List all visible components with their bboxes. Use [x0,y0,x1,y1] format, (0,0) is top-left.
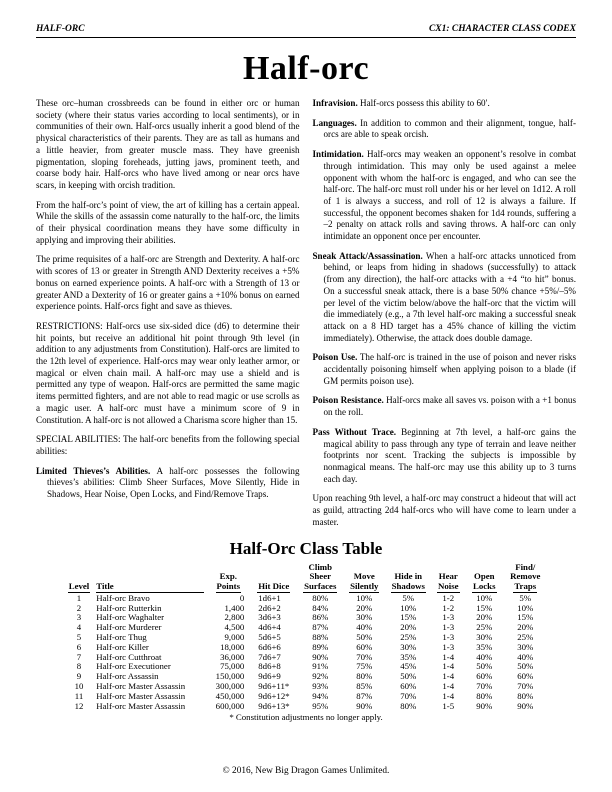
table-cell: Half-orc Cutthroat [96,651,162,662]
table-cell: 9d6+12* [258,690,290,701]
table-cell: 35% [476,641,493,652]
table-cell: 3 [76,612,82,623]
table-cell: 8 [76,661,82,672]
class-table-header-row [65,563,548,594]
body-paragraph: These orc–human crossbreeds can be found in either orc or human society (where their status varies according to local sentiments), or in communities of their own. Half-orcs usually inherit a good blend of the physical characteristics of their parents. They are as tall as humans and a little heavier, from greater muscle mass. They have greenish pigmentation, sloping foreheads, jutting jaws, prominent teeth, and coarse body hair. Half-orcs who have lived among or near orcs have scars, in keeping with orcish tradition. [36,98,300,190]
ability-entry: Limited Thieves’s Abilities. A half-orc possesses the following thieves’s abilities: Climb Sheer Surfaces, Move Silently, Hide in Shadows, Hear Noise, Open Locks, and Find/Remove Traps. [36,465,300,500]
table-cell: 75,000 [220,661,245,672]
table-cell: 20% [400,622,417,633]
ability-entry: Languages. In addition to common and their alignment, tongue, half-orcs are able to speak orcish. [312,117,576,140]
table-cell: 75% [356,661,373,672]
left-column [36,98,300,537]
ability-name: Poison Resistance. [312,395,384,406]
column-header: Title [93,563,207,594]
table-cell: 4 [76,622,82,633]
table-cell: 87% [312,622,329,633]
table-cell: 1-3 [442,632,455,643]
class-table-body [65,594,548,712]
ability-name: Limited Thieves’s Abilities. [36,465,151,476]
table-cell: 1,400 [224,602,245,613]
table-footnote: * Constitution adjustments no longer apply. [229,712,383,723]
body-columns [36,98,576,537]
table-cell: 7 [76,651,82,662]
table-cell: 50% [517,661,534,672]
table-cell: 91% [312,661,329,672]
table-cell: 2 [76,602,82,613]
left-column-abilities [36,466,300,501]
column-header: Climb Sheer Surfaces [304,561,337,592]
table-cell: 1-4 [442,681,455,692]
table-cell: 2d6+2 [258,602,281,613]
table-cell: 1-4 [442,661,455,672]
column-header: Exp. Points [216,571,240,592]
body-paragraph: The prime requisites of a half-orc are Strength and Dexterity. A half-orc with scores of 13 or greater in Strength AND Dexterity receives a +5% bonus on earned experience points. A half-orc with a Strength of 13 or greater AND a Dexterity of 16 or greater gains a +10% bonus on earned experience points. Half-orcs fight and save as thieves. [36,254,300,312]
ability-name: Intimidation. [312,149,364,160]
table-cell: 18,000 [220,641,245,652]
table-cell: 88% [312,632,329,643]
table-cell: 11 [74,690,84,701]
table-cell: 60% [356,641,373,652]
table-cell: Half-orc Master Assassin [96,700,186,711]
table-cell: 7d6+7 [258,651,281,662]
table-cell: Half-orc Master Assassin [96,690,186,701]
table-cell: 5d6+5 [258,632,281,643]
table-cell: 25% [517,632,534,643]
ability-entry: Infravision. Half-orcs possess this ability to 60′. [312,98,490,108]
table-cell: 80% [356,671,373,682]
table-cell: 60% [400,681,417,692]
table-cell: 1-2 [442,592,455,603]
column-header: Find/ Remove Traps [510,561,541,592]
class-table-row [65,702,548,712]
table-cell: Half-orc Murderer [96,622,162,633]
table-cell: Half-orc Thug [96,632,147,643]
page-title: Half-orc [242,50,370,87]
table-cell: 50% [400,671,417,682]
table-cell: 36,000 [220,651,245,662]
table-cell: 1-4 [442,651,455,662]
table-cell: 60% [476,671,493,682]
table-cell: 70% [356,651,373,662]
table-cell: 4,500 [224,622,245,633]
table-cell: 9,000 [224,632,245,643]
table-cell: 4d6+4 [258,622,281,633]
table-cell: 1-4 [442,671,455,682]
table-cell: 150,000 [215,671,245,682]
table-cell: 15% [476,602,493,613]
right-column [313,98,577,537]
ability-name: Infravision. [312,98,358,108]
left-column-paragraphs [36,98,300,458]
table-cell: 9d6+13* [258,700,290,711]
table-cell: 3d6+3 [258,612,281,623]
column-header: Move Silently [350,571,379,592]
table-cell: 85% [356,681,373,692]
table-cell: 5% [402,592,415,603]
table-cell: 60% [517,671,534,682]
table-cell: 2,800 [224,612,245,623]
table-cell: 5% [519,592,532,603]
table-cell: 15% [517,612,534,623]
table-cell: 70% [476,681,493,692]
table-cell: 12 [74,700,84,711]
ability-entry: Poison Resistance. Half-orcs make all saves vs. poison with a +1 bonus on the roll. [312,395,576,418]
ability-name: Languages. [312,117,357,128]
table-cell: 1 [76,592,82,603]
table-cell: 20% [356,602,373,613]
table-cell: Half-orc Waghalter [96,612,165,623]
running-header [36,24,576,38]
table-cell: 1-3 [442,622,455,633]
class-table [65,563,548,712]
table-cell: 90% [356,700,373,711]
table-cell: 87% [356,690,373,701]
table-cell: 86% [312,612,329,623]
table-cell: Half-orc Assassin [96,671,159,682]
ability-name: Sneak Attack/Assassination. [312,250,423,261]
table-cell: 1-4 [442,690,455,701]
table-cell: 300,000 [215,681,245,692]
table-cell: 0 [239,592,245,603]
column-header: Hear Noise [438,571,459,592]
table-cell: 8d6+8 [258,661,281,672]
table-cell: 70% [400,690,417,701]
ability-entry: Pass Without Trace. Beginning at 7th level, a half-orc gains the magical ability to pass through any type of terrain and leave neither footprints nor scent. Tracking the subjects is impossible by nonmagical means. The half-orc may use this ability up to 3 turns each day. [312,426,576,484]
ability-name: Poison Use. [312,352,358,363]
table-cell: 30% [476,632,493,643]
table-cell: Half-orc Rutterkin [96,602,162,613]
table-cell: 80% [312,592,329,603]
table-cell: 92% [312,671,329,682]
table-cell: 10% [400,602,417,613]
closing-paragraph: Upon reaching 9th level, a half-orc may construct a hideout that will act as guild, attracting 2d4 half-orcs who will have come to learn under a master. [312,493,576,527]
table-cell: 1-3 [442,612,455,623]
table-cell: 450,000 [215,690,245,701]
table-cell: 15% [400,612,417,623]
table-cell: 70% [517,681,534,692]
table-cell: 9d6+11* [258,681,290,692]
table-cell: 6 [76,641,82,652]
table-cell: 40% [476,651,493,662]
table-cell: Half-orc Bravo [96,592,150,603]
ability-entry: Sneak Attack/Assassination. When a half-orc attacks unnoticed from behind, or leaps from hiding in shadows (successfully) to attack (from any direction), the half-orc attacks with a +4 “to hit” bonus. On a successful sneak attack, there is a base 50% chance +5%/–5% per level of the victim below/above the half-orc that the victim will die immediately (e.g., a 7th level half-orc making a successful sneak attack on a 8 HD target has a 45% chance of killing the victim immediately). Otherwise, the attack does double damage. [312,250,576,343]
table-cell: Half-orc Killer [96,641,149,652]
table-cell: 45% [400,661,417,672]
table-cell: Half-orc Master Assassin [96,681,186,692]
table-cell: 50% [476,661,493,672]
ability-entry: Intimidation. Half-orcs may weaken an opponent’s resolve in combat through intimidation. This may only be used against a melee opponent with whom the half-orc is engaged, and who can see the half-orc. The half-orc must roll under his or her level on 1d12. A roll of 1 is always a success, and roll of 12 is always a failure. If successful, the opponent becomes shaken for 1d4 rounds, suffering a –2 penalty on attack rolls and saving throws. A half-orc can only intimidate an opponent once per encounter. [312,149,576,242]
table-cell: 1-3 [442,641,455,652]
body-paragraph: From the half-orc’s point of view, the art of killing has a certain appeal. While the skills of the assassin come naturally to the half-orc, the limits of their physical coordination means they have some difficulty in applying and improving their abilities. [36,199,300,245]
table-cell: 80% [517,690,534,701]
table-cell: 600,000 [215,700,245,711]
table-cell: 10 [74,681,84,692]
table-cell: 1-5 [442,700,455,711]
table-cell: 80% [400,700,417,711]
table-cell: 6d6+6 [258,641,281,652]
table-cell: 80% [476,690,493,701]
table-cell: 1d6+1 [258,592,281,603]
table-cell: Half-orc Executioner [96,661,171,672]
table-cell: 40% [356,622,373,633]
right-column-abilities [313,98,577,485]
class-table-title: Half-Orc Class Table [229,538,383,558]
table-cell: 95% [312,700,329,711]
body-paragraph: SPECIAL ABILITIES: The half-orc benefits from the following special abilities: [36,434,300,456]
table-cell: 30% [356,612,373,623]
table-cell: 10% [476,592,493,603]
column-header: Level [68,581,90,592]
table-cell: 35% [400,651,417,662]
table-cell: 10% [517,602,534,613]
table-cell: 94% [312,690,329,701]
table-cell: 90% [517,700,534,711]
running-header-right: CX1: CHARACTER CLASS CODEX [428,24,576,34]
running-header-left: HALF-ORC [36,24,85,34]
ability-entry: Poison Use. The half-orc is trained in the use of poison and never risks accidentally poisoning himself when applying poison to a blade (if GM permits poison use). [312,352,577,386]
table-cell: 1-2 [442,602,455,613]
table-cell: 40% [517,651,534,662]
table-cell: 20% [476,612,493,623]
ability-name: Pass Without Trace. [312,426,397,437]
table-cell: 25% [476,622,493,633]
table-cell: 25% [400,632,417,643]
table-cell: 9 [76,671,82,682]
table-cell: 10% [356,592,373,603]
table-cell: 20% [517,622,534,633]
table-cell: 90% [476,700,493,711]
table-cell: 9d6+9 [258,671,281,682]
column-header: Open Locks [473,571,496,592]
column-header: Hide in Shadows [391,571,425,592]
table-cell: 93% [312,681,329,692]
column-header: Hit Dice [258,581,290,592]
table-cell: 5 [76,632,82,643]
table-cell: 89% [312,641,329,652]
copyright-footer: © 2016, New Big Dragon Games Unlimited. [222,766,390,776]
body-paragraph: RESTRICTIONS: Half-orcs use six-sided dice (d6) to determine their hit points, but receive an additional hit point through 9th level (in addition to any adjustments from Constitution). Half-orcs are limited to the 12th level of experience. Half-orcs may wear only leather armor, or magical or elven chain mail. A half-orc may use a shield and is permitted any type of weapon. Half-orcs are permitted the same magic items permitted fighters, and are not able to read magic or use scrolls as a magic user. A half-orc must have a minimum score of 9 in Constitution. A half-orc is not allowed a Charisma score higher than 15. [36,320,300,425]
table-cell: 84% [312,602,329,613]
table-cell: 30% [400,641,417,652]
table-cell: 90% [312,651,329,662]
table-cell: 50% [356,632,373,643]
table-cell: 30% [517,641,534,652]
